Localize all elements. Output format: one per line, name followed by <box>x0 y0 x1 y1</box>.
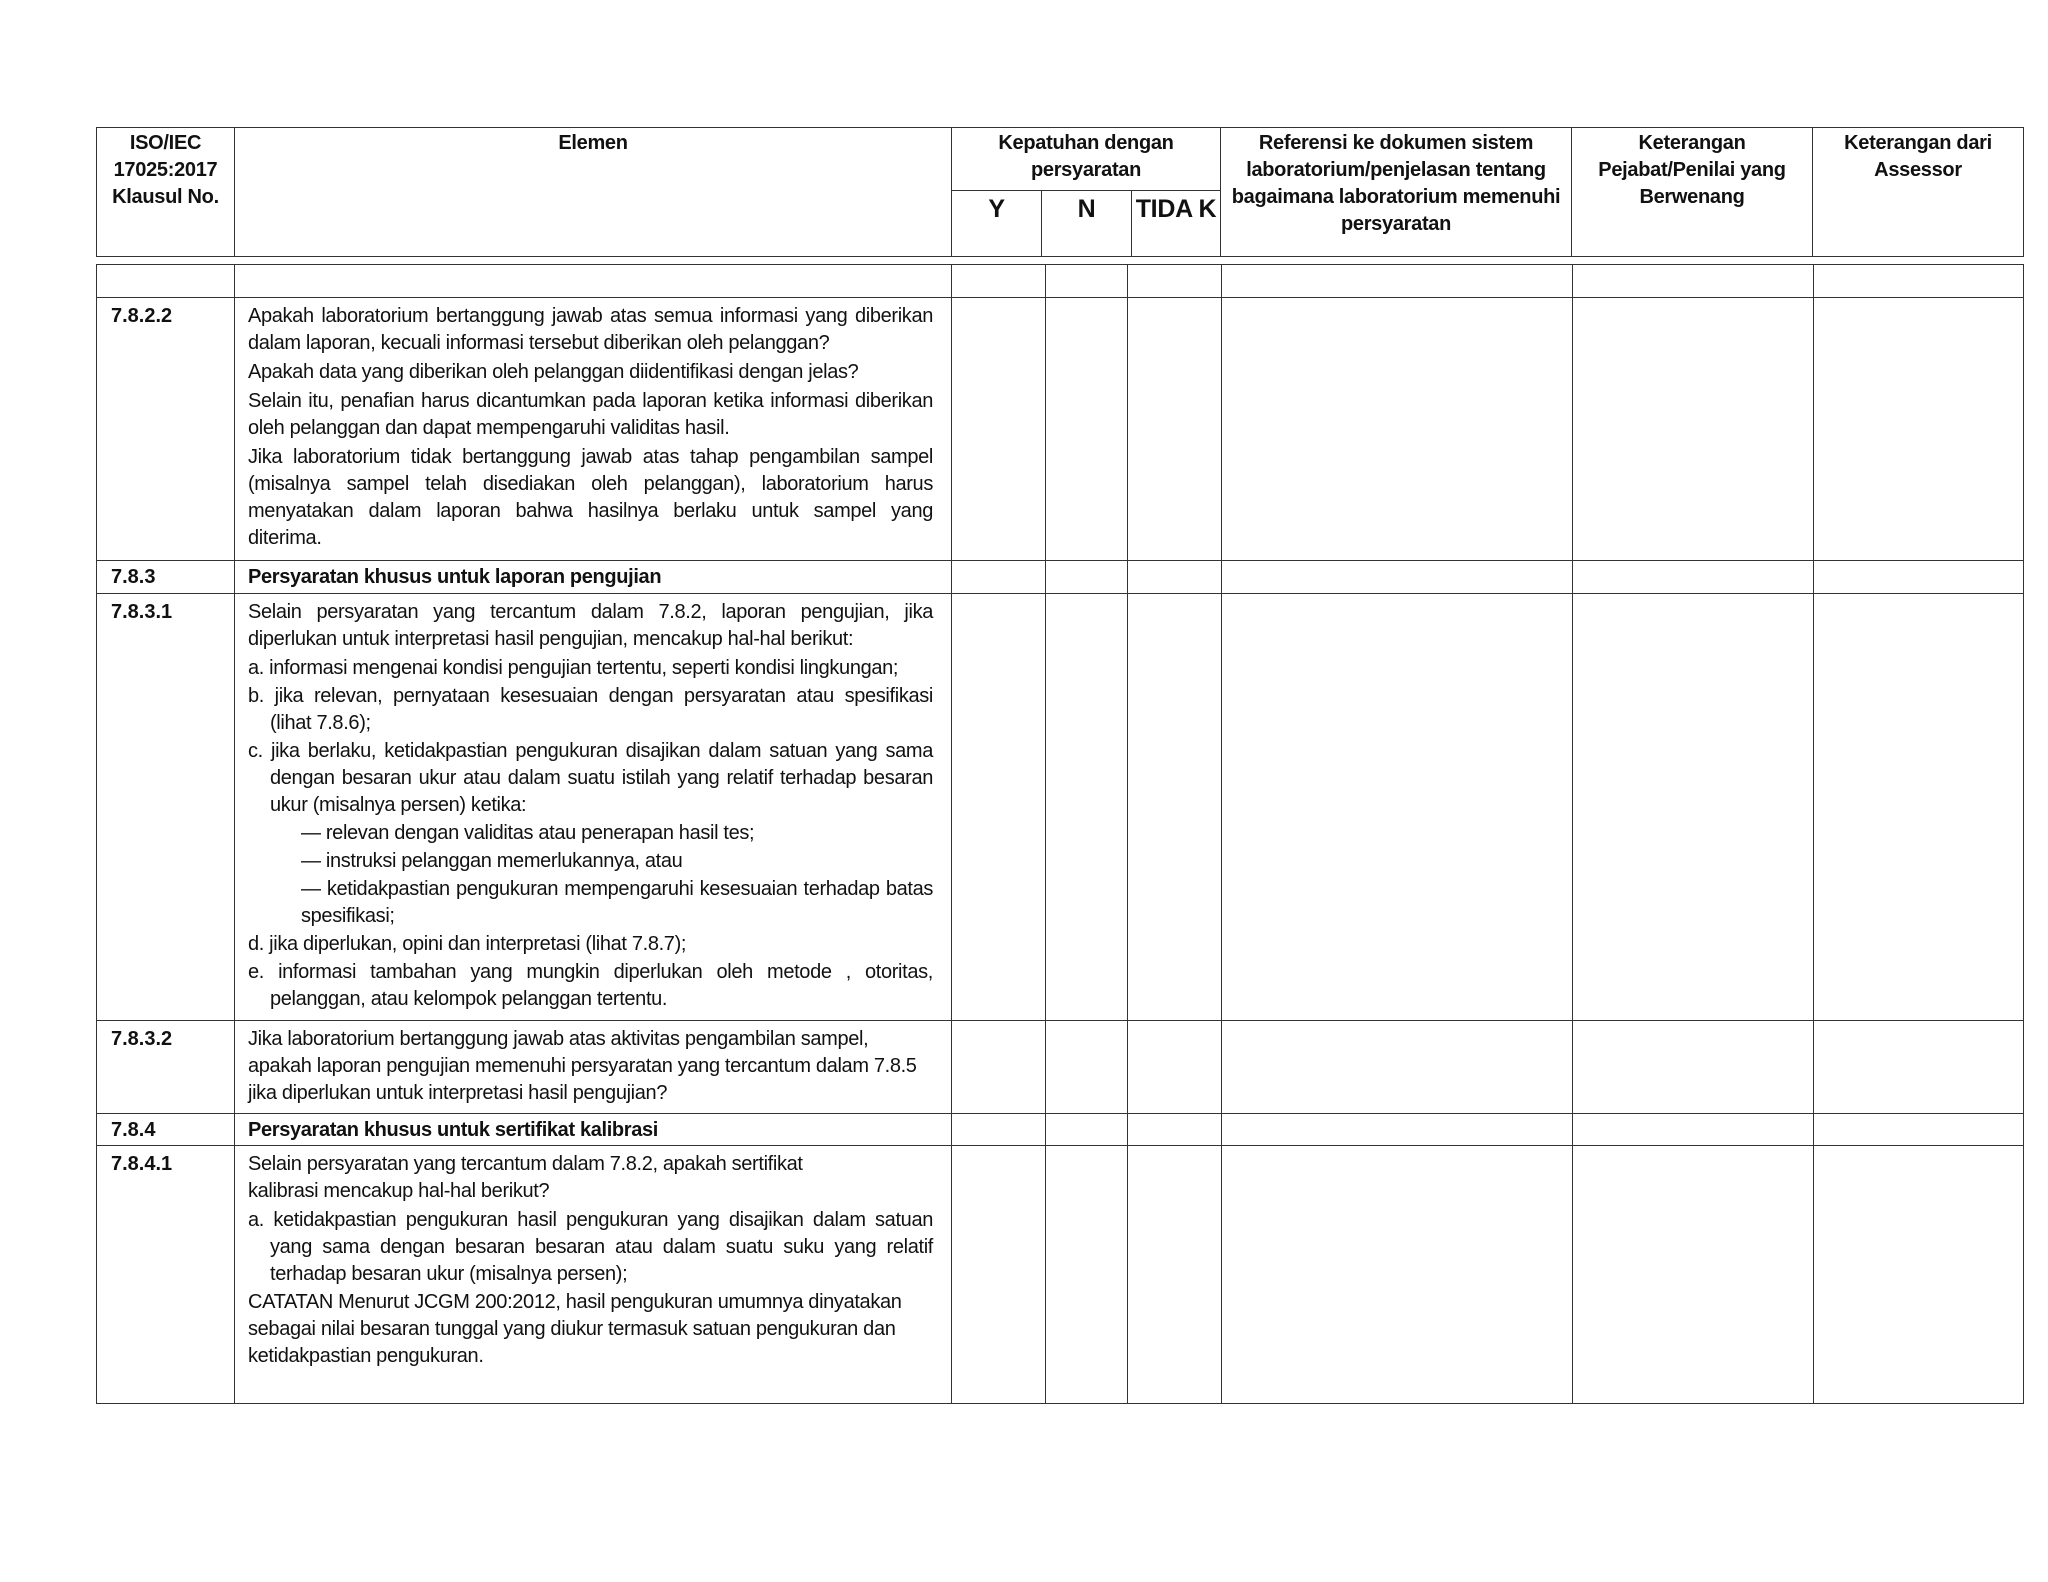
cell-y[interactable] <box>952 1146 1046 1404</box>
cell-reference[interactable] <box>1222 594 1573 1021</box>
cell-assessor-note[interactable] <box>1814 561 2024 594</box>
cell-y[interactable] <box>952 594 1046 1021</box>
table-row <box>97 594 2024 1021</box>
list-item: b. jika relevan, pernyataan kesesuaian dengan persyaratan atau spesifikasi (lihat 7.8.6); <box>248 685 933 734</box>
table-row <box>97 1114 2024 1146</box>
clause-number: 7.8.3.2 <box>97 1021 235 1114</box>
cell-assessor-note[interactable] <box>1814 1146 2024 1404</box>
element-text <box>235 594 952 1021</box>
cell-assessor-note[interactable] <box>1814 1021 2024 1114</box>
element-line: apakah laporan pengujian memenuhi persyaratan yang tercantum dalam 7.8.5 <box>248 1055 917 1077</box>
element-line: jika diperlukan untuk interpretasi hasil pengujian? <box>248 1082 668 1104</box>
header-y: Y <box>952 191 1042 257</box>
element-note: CATATAN Menurut JCGM 200:2012, hasil pengukuran umumnya dinyatakan sebagai nilai besaran tunggal yang diukur termasuk satuan pengukuran dan ketidakpastian pengukuran. <box>248 1291 902 1367</box>
cell-y[interactable] <box>952 298 1046 561</box>
sub-list-item: — instruksi pelanggan memerlukannya, atau <box>301 850 683 872</box>
table-row <box>97 561 2024 594</box>
section-heading: Persyaratan khusus untuk sertifikat kalibrasi <box>235 1114 952 1146</box>
cell-reference[interactable] <box>1222 298 1573 561</box>
list-item: a. ketidakpastian pengukuran hasil pengukuran yang disajikan dalam satuan yang sama dengan besaran besaran atau dalam suatu suku yang relatif terhadap besaran ukur (misalnya persen); <box>248 1209 933 1285</box>
cell-officer-note[interactable] <box>1573 298 1814 561</box>
cell-n[interactable] <box>1046 561 1128 594</box>
clause-number: 7.8.2.2 <box>97 298 235 561</box>
element-intro: Selain persyaratan yang tercantum dalam 7.8.2, laporan pengujian, jika diperlukan untuk interpretasi hasil pengujian, mencakup hal-hal berikut: <box>248 601 933 650</box>
cell-y[interactable] <box>952 1114 1046 1146</box>
cell-officer-note[interactable] <box>1573 561 1814 594</box>
sub-list-item: — relevan dengan validitas atau penerapan hasil tes; <box>301 822 755 844</box>
cell-y[interactable] <box>952 1021 1046 1114</box>
table-row <box>97 1021 2024 1114</box>
cell-tidak[interactable] <box>1128 561 1222 594</box>
cell-n[interactable] <box>1046 298 1128 561</box>
cell-reference[interactable] <box>1222 561 1573 594</box>
header-tidak: TIDA K <box>1132 191 1221 257</box>
list-item: e. informasi tambahan yang mungkin diperlukan oleh metode , otoritas, pelanggan, atau kelompok pelanggan tertentu. <box>248 961 933 1010</box>
element-intro: Selain persyaratan yang tercantum dalam 7.8.2, apakah sertifikat kalibrasi mencakup hal-hal berikut? <box>248 1153 803 1202</box>
clause-number: 7.8.4.1 <box>97 1146 235 1404</box>
element-text <box>235 1021 952 1114</box>
section-heading: Persyaratan khusus untuk laporan pengujian <box>235 561 952 594</box>
cell-n[interactable] <box>1046 1021 1128 1114</box>
cell-tidak[interactable] <box>1128 298 1222 561</box>
cell-tidak[interactable] <box>1128 594 1222 1021</box>
header-clause: ISO/IEC 17025:2017 Klausul No. <box>97 128 235 257</box>
cell-assessor-note[interactable] <box>1814 594 2024 1021</box>
header-officer-note: Keterangan Pejabat/Penilai yang Berwenang <box>1572 128 1813 257</box>
list-item: c. jika berlaku, ketidakpastian pengukuran disajikan dalam satuan yang sama dengan besaran ukur atau dalam suatu istilah yang relatif terhadap besaran ukur (misalnya persen) ketika: <box>248 740 933 816</box>
clause-number: 7.8.3 <box>97 561 235 594</box>
clause-number: 7.8.3.1 <box>97 594 235 1021</box>
cell-y[interactable] <box>952 561 1046 594</box>
table-row <box>97 1146 2024 1404</box>
cell-reference[interactable] <box>1222 1146 1573 1404</box>
cell-tidak[interactable] <box>1128 1146 1222 1404</box>
header-reference: Referensi ke dokumen sistem laboratorium/penjelasan tentang bagaimana laboratorium memenuhi persyaratan <box>1221 128 1572 257</box>
cell-tidak[interactable] <box>1128 1114 1222 1146</box>
cell-officer-note[interactable] <box>1573 1114 1814 1146</box>
cell-n[interactable] <box>1046 1146 1128 1404</box>
element-paragraph: Apakah data yang diberikan oleh pelanggan diidentifikasi dengan jelas? <box>248 361 859 383</box>
cell-assessor-note[interactable] <box>1814 1114 2024 1146</box>
list-item: d. jika diperlukan, opini dan interpretasi (lihat 7.8.7); <box>248 933 687 955</box>
cell-n[interactable] <box>1046 1114 1128 1146</box>
header-compliance: Kepatuhan dengan persyaratan <box>952 128 1221 191</box>
cell-assessor-note[interactable] <box>1814 298 2024 561</box>
cell-tidak[interactable] <box>1128 1021 1222 1114</box>
cell-officer-note[interactable] <box>1573 594 1814 1021</box>
element-paragraph: Apakah laboratorium bertanggung jawab atas semua informasi yang diberikan dalam laporan, kecuali informasi tersebut diberikan oleh pelanggan? <box>248 305 933 354</box>
sub-list-item: — ketidakpastian pengukuran mempengaruhi kesesuaian terhadap batas spesifikasi; <box>301 878 933 927</box>
cell-n[interactable] <box>1046 594 1128 1021</box>
cell-reference[interactable] <box>1222 1114 1573 1146</box>
element-text <box>235 298 952 561</box>
element-paragraph: Selain itu, penafian harus dicantumkan pada laporan ketika informasi diberikan oleh pelanggan dan dapat mempengaruhi validitas hasil. <box>248 390 933 439</box>
header-assessor-note: Keterangan dari Assessor <box>1813 128 2024 257</box>
cell-reference[interactable] <box>1222 1021 1573 1114</box>
element-text <box>235 1146 952 1404</box>
element-paragraph: Jika laboratorium tidak bertanggung jawab atas tahap pengambilan sampel (misalnya sampel telah disediakan oleh pelanggan), laboratorium harus menyatakan dalam laporan bahwa hasilnya berlaku untuk sampel yang diterima. <box>248 446 933 549</box>
cell-officer-note[interactable] <box>1573 1021 1814 1114</box>
checklist-header-table <box>96 127 2024 257</box>
list-item: a. informasi mengenai kondisi pengujian tertentu, seperti kondisi lingkungan; <box>248 657 899 679</box>
clause-number: 7.8.4 <box>97 1114 235 1146</box>
header-n: N <box>1042 191 1132 257</box>
cell-officer-note[interactable] <box>1573 1146 1814 1404</box>
spacer-row <box>97 265 2024 298</box>
element-line: Jika laboratorium bertanggung jawab atas aktivitas pengambilan sampel, <box>248 1028 869 1050</box>
header-element: Elemen <box>235 128 952 257</box>
table-row <box>97 298 2024 561</box>
checklist-body-table <box>96 264 2024 1404</box>
